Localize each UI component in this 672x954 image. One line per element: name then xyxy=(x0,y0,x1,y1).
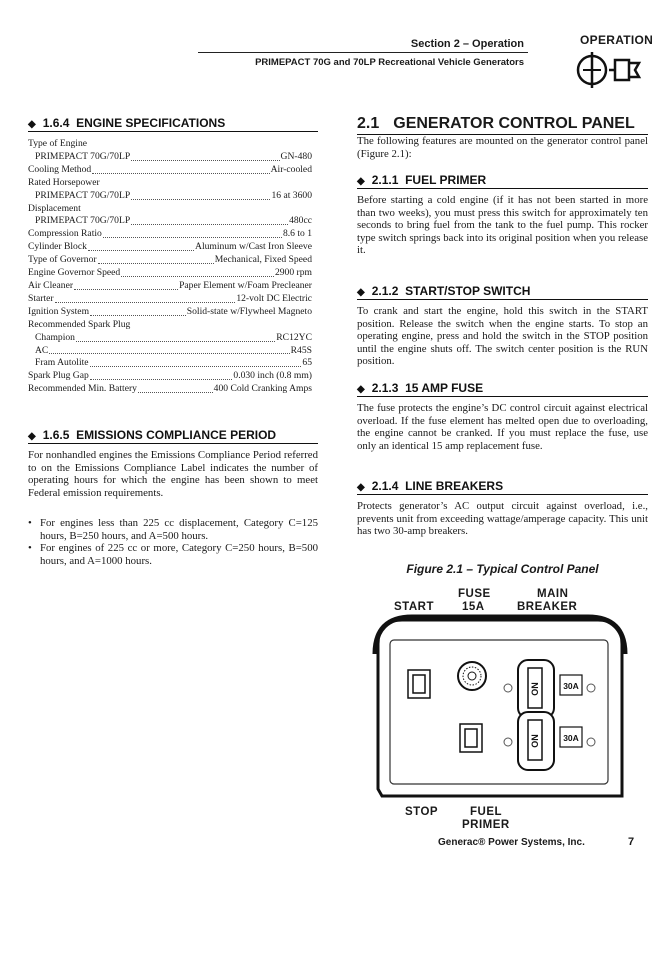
engine-specs-heading: ◆ 1.6.4 ENGINE SPECIFICATIONS xyxy=(28,116,318,132)
spec-value: 0.030 inch (0.8 mm) xyxy=(233,370,312,382)
dot-leader xyxy=(92,164,269,174)
page-title: 2.1 GENERATOR CONTROL PANEL xyxy=(357,115,648,135)
spec-row xyxy=(28,319,312,332)
spec-value: 12-volt DC Electric xyxy=(236,292,312,304)
dot-leader xyxy=(90,306,186,316)
fuse-holder[interactable] xyxy=(458,662,486,690)
spec-value: R45S xyxy=(290,344,312,356)
dot-leader xyxy=(138,383,213,393)
dot-leader xyxy=(131,190,270,200)
spec-row xyxy=(28,383,312,396)
dot-leader xyxy=(131,151,279,161)
spec-row xyxy=(28,190,312,203)
primer-label: PRIMER xyxy=(462,819,510,831)
spec-value: Aluminum w/Cast Iron Sleeve xyxy=(195,241,312,253)
spec-row xyxy=(28,254,312,267)
spec-label: PRIMEPACT 70G/70LP xyxy=(35,215,131,227)
spec-label: Type of Governor xyxy=(28,254,97,266)
spec-row xyxy=(28,370,312,383)
dot-leader xyxy=(131,215,288,225)
diamond-bullet-icon: ◆ xyxy=(357,384,365,395)
section-title: Section 2 – Operation xyxy=(410,38,524,50)
spec-value: 400 Cold Cranking Amps xyxy=(213,383,312,395)
spec-row xyxy=(28,345,312,358)
spec-label: Type of Engine xyxy=(28,138,88,149)
spec-label: PRIMEPACT 70G/70LP xyxy=(35,150,131,162)
breaker-on-marking: ON xyxy=(530,682,540,696)
breaker-label: BREAKER xyxy=(517,601,578,613)
breaker-rating: 30A xyxy=(563,681,579,691)
spec-label: Air Cleaner xyxy=(28,279,74,291)
diamond-bullet-icon: ◆ xyxy=(357,287,365,298)
main-breaker-label: MAIN xyxy=(537,588,569,600)
control-panel-figure xyxy=(372,614,628,814)
operation-tab: OPERATION xyxy=(580,33,654,47)
spec-row xyxy=(28,228,312,241)
spec-label: Cooling Method xyxy=(28,163,92,175)
emissions-heading: ◆ 1.6.5 EMISSIONS COMPLIANCE PERIOD xyxy=(28,428,318,444)
dot-leader xyxy=(98,254,214,264)
spec-row xyxy=(28,164,312,177)
spec-label: Cylinder Block xyxy=(28,241,87,253)
spec-row xyxy=(28,280,312,293)
spec-label: Rated Horsepower xyxy=(28,176,100,188)
fuse-rating-label: 15A xyxy=(462,601,485,613)
page-number: 7 xyxy=(628,836,635,848)
spec-value: Air-cooled xyxy=(270,163,312,175)
diamond-bullet-icon: ◆ xyxy=(28,119,36,130)
spec-value: RC12YC xyxy=(276,331,312,343)
breaker-on-marking: ON xyxy=(530,734,540,748)
dot-leader xyxy=(90,370,233,380)
spec-label: PRIMEPACT 70G/70LP xyxy=(35,189,131,201)
spec-row xyxy=(28,203,312,216)
line-breakers-text: Protects generator’s AC output circuit against overload, i.e., prevents unit from exceeding wattage/amperage capacity. This unit has two 30-amp breakers. xyxy=(357,500,648,538)
spec-value: 16 at 3600 xyxy=(271,189,312,201)
spec-row xyxy=(28,306,312,319)
spec-label: Fram Autolite xyxy=(35,357,89,369)
spec-value: Solid-state w/Flywheel Magneto xyxy=(186,305,312,317)
start-stop-switch[interactable] xyxy=(408,670,430,698)
spec-label: Spark Plug Gap xyxy=(28,370,89,382)
spec-label: Starter xyxy=(28,292,54,304)
emissions-bullets xyxy=(28,517,318,567)
header-rule xyxy=(198,52,528,53)
intro-paragraph: The following features are mounted on the generator control panel (Figure 2.1): xyxy=(357,135,648,160)
spec-row xyxy=(28,357,312,370)
figure-caption: Figure 2.1 – Typical Control Panel xyxy=(406,562,599,576)
breaker-rating: 30A xyxy=(563,733,579,743)
line-breakers-heading: ◆ 2.1.4 LINE BREAKERS xyxy=(357,479,648,495)
fuel-label: FUEL xyxy=(470,806,503,818)
diamond-bullet-icon: ◆ xyxy=(357,176,365,187)
spec-row xyxy=(28,138,312,151)
start-stop-heading: ◆ 2.1.2 START/STOP SWITCH xyxy=(357,284,648,300)
spec-row xyxy=(28,151,312,164)
spec-row xyxy=(28,332,312,345)
spec-value: 65 xyxy=(302,357,312,369)
spec-label: Engine Governor Speed xyxy=(28,267,121,279)
spec-row xyxy=(28,177,312,190)
spec-row xyxy=(28,215,312,228)
list-item: • For engines of 225 cc or more, Category C=250 hours, B=500 hours, and A=1000 hours. xyxy=(28,542,318,567)
fuel-primer-text: Before starting a cold engine (if it has not been started in more than two weeks), you must press this switch for approximately ten seconds to bring fuel from the tank to the fuel pump. This rocker type switch springs back into its original position when you release it. xyxy=(357,194,648,257)
dot-leader xyxy=(74,280,178,290)
spec-value: 2900 rpm xyxy=(274,267,312,279)
fuse-label: FUSE xyxy=(458,588,491,600)
fuse-heading: ◆ 2.1.3 15 AMP FUSE xyxy=(357,381,648,397)
fuel-primer-switch[interactable] xyxy=(460,724,482,752)
engine-specs-list xyxy=(28,138,312,396)
spec-row xyxy=(28,267,312,280)
list-item: • For engines less than 225 cc displacement, Category C=125 hours, B=250 hours, and A=500 hours. xyxy=(28,517,318,542)
dot-leader xyxy=(90,357,302,367)
spec-label: Champion xyxy=(35,331,75,343)
fuel-primer-heading: ◆ 2.1.1 FUEL PRIMER xyxy=(357,173,648,189)
dot-leader xyxy=(55,293,236,303)
company-name: Generac® Power Systems, Inc. xyxy=(438,837,585,848)
spec-value: GN-480 xyxy=(280,150,312,162)
spec-value: 8.6 to 1 xyxy=(282,228,312,240)
spec-label: Displacement xyxy=(28,202,81,214)
dot-leader xyxy=(121,267,274,277)
dot-leader xyxy=(76,332,275,342)
spec-value: Mechanical, Fixed Speed xyxy=(214,254,312,266)
fuse-text: The fuse protects the engine’s DC control circuit against electrical overload. If the fuse element has melted open due to overloading, the engine cannot be cranked. If you must replace the fuse, use only an identical 15 amp replacement fuse. xyxy=(357,402,648,452)
spec-value: Paper Element w/Foam Precleaner xyxy=(179,279,312,291)
fuel-pump-engine-icon xyxy=(575,50,647,90)
spec-label: AC xyxy=(35,344,49,356)
spec-row xyxy=(28,293,312,306)
start-label: START xyxy=(394,601,434,613)
spec-label: Compression Ratio xyxy=(28,228,102,240)
spec-row xyxy=(28,241,312,254)
product-title: PRIMEPACT 70G and 70LP Recreational Vehicle Generators xyxy=(255,57,524,68)
dot-leader xyxy=(88,241,194,251)
emissions-paragraph: For nonhandled engines the Emissions Compliance Period referred to on the Emissions Compliance Label indicates the number of operating hours for which the engine has been shown to meet Federal emission requirements. xyxy=(28,449,318,499)
spec-label: Ignition System xyxy=(28,305,90,317)
spec-label: Recommended Min. Battery xyxy=(28,383,137,395)
diamond-bullet-icon: ◆ xyxy=(28,431,36,442)
diamond-bullet-icon: ◆ xyxy=(357,482,365,493)
dot-leader xyxy=(49,345,289,355)
spec-value: 480cc xyxy=(289,215,312,227)
start-stop-text: To crank and start the engine, hold this switch in the START position. Release the switch when the engine starts. To stop an operating engine, press and hold the switch in the STOP position until the engine shuts off. The switch center position is the RUN position. xyxy=(357,305,648,368)
stop-label: STOP xyxy=(405,806,439,818)
dot-leader xyxy=(103,228,282,238)
spec-label: Recommended Spark Plug xyxy=(28,318,131,330)
